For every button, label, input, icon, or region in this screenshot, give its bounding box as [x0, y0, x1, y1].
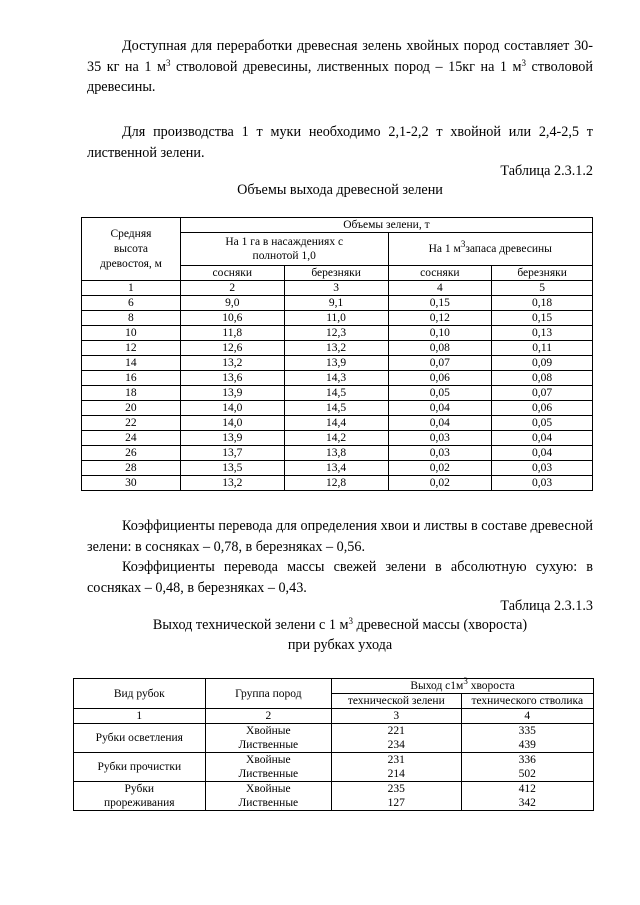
table1-title: Объемы выхода древесной зелени — [237, 182, 443, 198]
green-volume-table — [81, 217, 593, 491]
header-technical-green: технической зелени — [332, 694, 461, 709]
table2-subtitle: при рубках ухода — [287, 637, 393, 653]
technical-green-table — [73, 678, 594, 811]
column-number-row: 1 2 3 4 — [74, 709, 594, 724]
header-per-hectare: На 1 га в насаждениях с полнотой 1,0 — [180, 233, 388, 266]
header-pine-ha: сосняки — [180, 266, 284, 281]
header-technical-pole: технического стволика — [461, 694, 594, 709]
header-per-m3: На 1 $м^3запаса$ древесины — [388, 233, 592, 266]
table-row: Рубки прочистки Хвойные Лиственные 231 214 336 502 — [74, 753, 594, 782]
header-species-group: Группа пород — [205, 679, 331, 709]
table-row: 22 14,0 14,4 0,04 0,05 — [82, 416, 593, 431]
paragraph-needle-coefficients: Коэффициенты перевода для определения хвои и листвы в составе древесной зелени: в сосняках – 0,78, в березняках – 0,56. — [87, 518, 593, 555]
header-pine-m3: сосняки — [388, 266, 492, 281]
paragraph-dry-mass-coefficients: Коэффициенты перевода массы свежей зелени в абсолютную сухую: в сосняках – 0,48, в березняках – 0,43. — [87, 559, 593, 596]
table1-label: Таблица 2.3.1.2 — [500, 163, 593, 179]
header-birch-m3: березняки — [492, 266, 593, 281]
table2-title: Выход технической зелени с 1 $м^3$ древесной массы (хвороста) — [152, 616, 528, 633]
table-row: Рубки прореживания Хвойные Лиственные 235 127 412 342 — [74, 782, 594, 811]
table2-label: Таблица 2.3.1.3 — [500, 598, 593, 614]
cut-type-cell: Рубки прореживания — [74, 782, 206, 811]
header-cut-type: Вид рубок — [74, 679, 206, 709]
column-number-row: 1 2 3 4 5 — [82, 281, 593, 296]
table-row: 6 9,0 9,1 0,15 0,18 — [82, 296, 593, 311]
cut-type-cell: Рубки осветления — [74, 724, 206, 753]
table-row: Рубки осветления Хвойные Лиственные 221 234 335 439 — [74, 724, 594, 753]
table-row: 18 13,9 14,5 0,05 0,07 — [82, 386, 593, 401]
header-stand-height: Средняя высота древостоя, м — [82, 218, 181, 281]
header-brushwood-yield: Выход $с1м^3$ хвороста — [332, 679, 594, 694]
paragraph-flour-production: Для производства 1 т муки необходимо 2,1-2,2 т хвойной или 2,4-2,5 т лиственной зелени. — [87, 124, 593, 161]
header-green-volumes: Объемы зелени, т — [180, 218, 592, 233]
header-birch-ha: березняки — [284, 266, 388, 281]
table-row: 30 13,2 12,8 0,02 0,03 — [82, 476, 593, 491]
table-row: 28 13,5 13,4 0,02 0,03 — [82, 461, 593, 476]
table-row: 14 13,2 13,9 0,07 0,09 — [82, 356, 593, 371]
table-row: 20 14,0 14,5 0,04 0,06 — [82, 401, 593, 416]
table-row: 8 10,6 11,0 0,12 0,15 — [82, 311, 593, 326]
table-row: 16 13,6 14,3 0,06 0,08 — [82, 371, 593, 386]
paragraph-green-availability: Доступная для переработки древесная зелень хвойных пород составляет 30-35 кг на 1 $м^3$ стволовой древесины, лиственных пород – 15кг на 1 $м^3$ стволовой древесины. — [87, 38, 593, 95]
cut-type-cell: Рубки прочистки — [74, 753, 206, 782]
table-row: 10 11,8 12,3 0,10 0,13 — [82, 326, 593, 341]
table-row: 24 13,9 14,2 0,03 0,04 — [82, 431, 593, 446]
table-row: 26 13,7 13,8 0,03 0,04 — [82, 446, 593, 461]
table-row: 12 12,6 13,2 0,08 0,11 — [82, 341, 593, 356]
